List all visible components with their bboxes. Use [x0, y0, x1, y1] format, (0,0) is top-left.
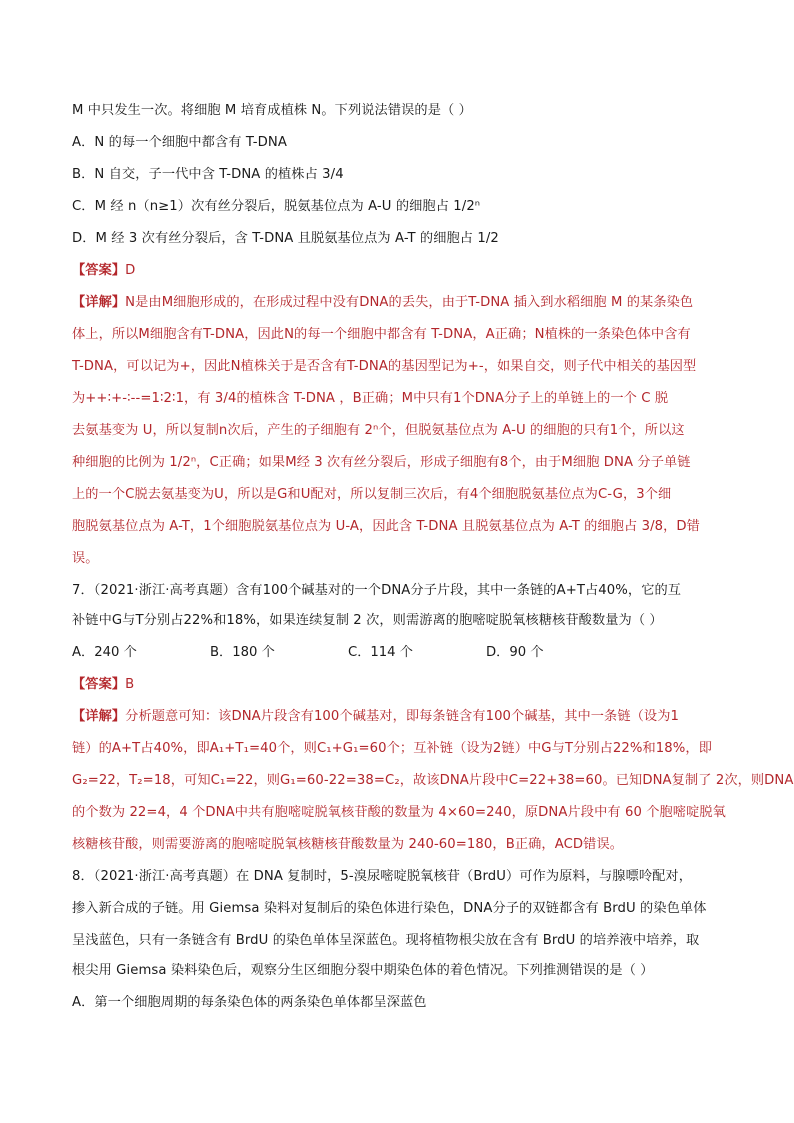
q6-detail-line: 误。 — [72, 551, 99, 566]
detail-label: 【详解】 — [72, 295, 126, 310]
q6-detail-line: 上的一个C脱去氨基变为U，所以是G和U配对，所以复制三次后，有4个细胞脱氨基位点为C-G，3个细 — [72, 487, 672, 502]
q8-stem-line: 8．（2021·浙江·高考真题）在 DNA 复制时，5-溴尿嘧啶脱氧核苷（BrdU）可作为原料，与腺嘌呤配对， — [72, 869, 693, 884]
q7-option-b: B．180 个 — [210, 645, 275, 660]
q7-option-c: C．114 个 — [348, 645, 413, 660]
q8-option-a: A．第一个细胞周期的每条染色体的两条染色单体都呈深蓝色 — [72, 995, 427, 1010]
answer-value: B — [125, 677, 135, 692]
q8-stem-line: 根尖用 Giemsa 染料染色后，观察分生区细胞分裂中期染色体的着色情况。下列推测错误的是（ ） — [72, 963, 654, 978]
q8-stem-line: 掺入新合成的子链。用 Giemsa 染料对复制后的染色体进行染色，DNA分子的双链都含有 BrdU 的染色单体 — [72, 901, 707, 916]
answer-label: 【答案】 — [72, 677, 126, 692]
q7-option-a: A．240 个 — [72, 645, 137, 660]
q6-detail-line — [72, 293, 722, 313]
q6-stem: M 中只发生一次。将细胞 M 培育成植株 N。下列说法错误的是（ ） — [72, 103, 472, 118]
detail-label: 【详解】 — [72, 709, 126, 724]
q7-detail-line: 的个数为 22=4，4 个DNA中共有胞嘧啶脱氧核苷酸的数量为 4×60=240，原DNA片段中有 60 个胞嘧啶脱氧 — [72, 805, 726, 820]
q6-detail-line: 种细胞的比例为 1/2ⁿ，C正确；如果M经 3 次有丝分裂后，形成子细胞有8个，由于M细胞 DNA 分子单链 — [72, 455, 691, 470]
q6-answer — [72, 261, 722, 281]
q7-option-d: D．90 个 — [486, 645, 544, 660]
q6-detail-line: T-DNA，可以记为+，因此N植株关于是否含有T-DNA的基因型记为+-，如果自交，则子代中相关的基因型 — [72, 359, 697, 374]
q7-stem-line: 补链中G与T分别占22%和18%，如果连续复制 2 次，则需游离的胞嘧啶脱氧核糖核苷酸数量为（ ） — [72, 613, 663, 628]
q7-answer — [72, 675, 722, 695]
q7-detail-line — [72, 707, 722, 727]
q7-detail-line: G₂=22，T₂=18，可知C₁=22，则G₁=60-22=38=C₂，故该DNA片段中C=22+38=60。已知DNA复制了 2次，则DNA — [72, 773, 794, 788]
answer-value: D — [125, 263, 136, 278]
q6-option-c: C．M 经 n（n≥1）次有丝分裂后，脱氨基位点为 A-U 的细胞占 1/2ⁿ — [72, 199, 481, 214]
q6-detail-line: 为++∶+-∶--=1∶2∶1，有 3/4的植株含 T-DNA ，B正确；M中只有1个DNA分子上的单链上的一个 C 脱 — [72, 391, 669, 406]
detail-text: N是由M细胞形成的，在形成过程中没有DNA的丢失，由于T-DNA 插入到水稻细胞 M 的某条染色 — [125, 295, 694, 310]
q7-detail-line: 核糖核苷酸，则需要游离的胞嘧啶脱氧核糖核苷酸数量为 240-60=180，B正确，ACD错误。 — [72, 837, 624, 852]
q6-detail-line: 体上，所以M细胞含有T-DNA，因此N的每一个细胞中都含有 T-DNA，A正确；N植株的一条染色体中含有 — [72, 327, 691, 342]
detail-text: 分析题意可知：该DNA片段含有100个碱基对，即每条链含有100个碱基，其中一条链（设为1 — [125, 709, 679, 724]
q6-detail-line: 去氨基变为 U，所以复制n次后，产生的子细胞有 2ⁿ个，但脱氨基位点为 A-U 的细胞的只有1个，所以这 — [72, 423, 685, 438]
q6-detail-line: 胞脱氨基位点为 A-T，1个细胞脱氨基位点为 U-A，因此含 T-DNA 且脱氨基位点为 A-T 的细胞占 3/8，D错 — [72, 519, 700, 534]
q7-stem-line: 7．（2021·浙江·高考真题）含有100个碱基对的一个DNA分子片段，其中一条链的A+T占40%，它的互 — [72, 583, 682, 598]
q6-option-d: D．M 经 3 次有丝分裂后，含 T-DNA 且脱氨基位点为 A-T 的细胞占 1/2 — [72, 231, 499, 246]
q6-option-a: A．N 的每一个细胞中都含有 T-DNA — [72, 135, 287, 150]
q8-stem-line: 呈浅蓝色，只有一条链含有 BrdU 的染色单体呈深蓝色。现将植物根尖放在含有 BrdU 的培养液中培养，取 — [72, 933, 700, 948]
answer-label: 【答案】 — [72, 263, 126, 278]
q7-detail-line: 链）的A+T占40%，即A₁+T₁=40个，则C₁+G₁=60个；互补链（设为2链）中G与T分别占22%和18%，即 — [72, 741, 712, 756]
q6-option-b: B．N 自交，子一代中含 T-DNA 的植株占 3/4 — [72, 167, 344, 182]
